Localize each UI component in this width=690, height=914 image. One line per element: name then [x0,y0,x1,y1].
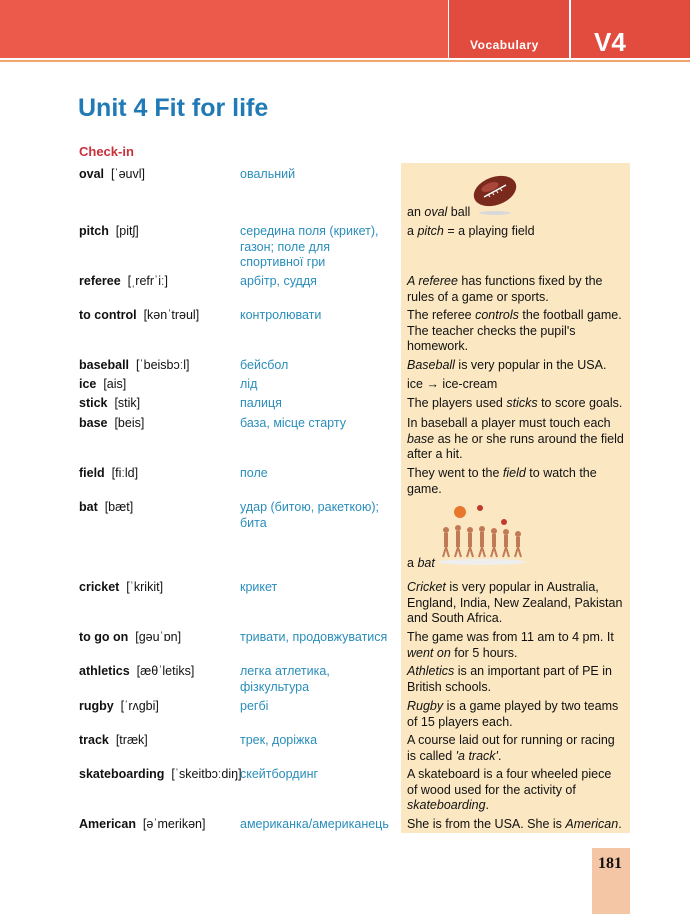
transcription: [beis] [107,416,145,430]
headword: field [79,466,105,480]
translation: контролювати [240,308,322,322]
transcription: [bæt] [97,500,134,514]
transcription: [ais] [96,377,127,391]
headword: cricket [79,580,120,594]
vocab-word [79,274,168,290]
transcription: [gəuˈɒn] [128,630,182,644]
usage-example: In baseball a player must touch each base as he or she runs around the field after a hit. [407,416,624,461]
vocab-word [79,630,181,646]
vocabulary-label: Vocabulary [470,38,539,52]
transcription: [pitʃ] [108,224,139,238]
usage-example: The players used sticks to score goals. [407,396,623,410]
vocab-word [79,358,189,374]
vocab-word [79,767,242,783]
vocab-word [79,580,163,596]
transcription: [ˈəuvl] [104,167,146,181]
translation: палиця [240,396,282,410]
transcription: [ˈkrikit] [119,580,164,594]
transcription: [ˈskeitbɔːdiŋ] [164,767,242,781]
vocab-word [79,416,144,432]
usage-example: Baseball is very popular in the USA. [407,358,607,372]
translation: лід [240,377,258,391]
headword: to go on [79,630,129,644]
translation: легка атлетика, фізкультура [240,664,330,694]
vocab-word [79,466,138,482]
vocab-word [79,699,159,715]
translation: скейтбординг [240,767,319,781]
transcription: [stik] [107,396,141,410]
usage-example: Cricket is very popular in Australia, England, India, New Zealand, Pakistan and South Africa. [407,580,623,625]
translation: тривати, продовжуватися [240,630,388,644]
translation: середина поля (крикет), газон; поле для спортивної гри [240,224,379,269]
vocab-word [79,224,139,240]
usage-example: A referee has functions fixed by the rules of a game or sports. [407,274,603,304]
vocab-word [79,167,145,183]
headword: American [79,817,136,831]
transcription: [ˈrʌgbi] [113,699,159,713]
translation: арбітр, суддя [240,274,317,288]
headword: athletics [79,664,130,678]
translation: американка/американець [240,817,389,831]
unit-code: V4 [594,27,626,57]
headword: referee [79,274,121,288]
headword: rugby [79,699,114,713]
usage-example: ice → ice-cream [407,377,498,391]
vocab-word [79,817,205,833]
vocab-word [79,500,133,516]
vocab-word [79,377,126,393]
usage-example: A course laid out for running or racing is called 'a track'. [407,733,615,763]
headword: base [79,416,108,430]
usage-example: Rugby is a game played by two teams of 15 players each. [407,699,619,729]
vocab-word [79,733,148,749]
usage-example: an oval ball [407,205,471,219]
header-rule [0,60,690,62]
usage-example: a pitch = a playing field [407,224,535,238]
translation: крикет [240,580,278,594]
headword: baseball [79,358,130,372]
vocab-word [79,308,199,324]
translation: овальний [240,167,296,181]
transcription: [træk] [108,733,148,747]
usage-example: a bat [407,556,435,570]
page-title: Unit 4 Fit for life [78,94,269,122]
transcription: [kənˈtrəul] [136,308,200,322]
usage-example: Athletics is an important part of PE in British schools. [407,664,612,694]
usage-example: The referee controls the football game. The teacher checks the pupil's homework. [407,308,622,353]
headword: stick [79,396,108,410]
headword: oval [79,167,105,181]
transcription: [fiːld] [104,466,139,480]
usage-example: The game was from 11 am to 4 pm. It went on for 5 hours. [407,630,614,660]
transcription: [æθˈletiks] [129,664,195,678]
transcription: [ˈbeisbɔːl] [129,358,190,372]
translation: трек, доріжка [240,733,318,747]
section-heading: Check-in [79,144,134,159]
translation: база, місце старту [240,416,346,430]
page-number: 181 [598,855,622,872]
usage-example: They went to the field to watch the game. [407,466,597,496]
transcription: [əˈmerikən] [135,817,206,831]
headword: skateboarding [79,767,165,781]
transcription: [ˌrefrˈiː] [120,274,168,288]
headword: pitch [79,224,109,238]
translation: удар (битою, ракеткою); бита [240,500,380,530]
vocab-word [79,396,140,412]
usage-example: A skateboard is a four wheeled piece of wood used for the activity of skateboarding. [407,767,612,812]
headword: ice [79,377,97,391]
usage-example: She is from the USA. She is American. [407,817,622,831]
headword: bat [79,500,98,514]
translation: регбі [240,699,269,713]
headword: to control [79,308,137,322]
translation: бейсбол [240,358,289,372]
translation: поле [240,466,268,480]
headword: track [79,733,109,747]
vocab-word [79,664,194,680]
unit-tab [569,0,690,58]
